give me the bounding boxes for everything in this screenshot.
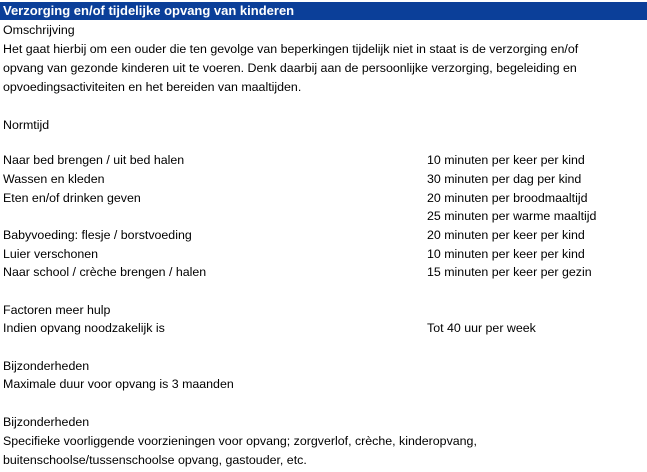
normtijd-time: 15 minuten per keer per gezin	[427, 265, 592, 279]
factoren-heading: Factoren meer hulp	[3, 303, 111, 317]
normtijd-time: 30 minuten per dag per kind	[427, 172, 582, 186]
bijzonderheden-heading: Bijzonderheden	[3, 359, 90, 373]
factoren-value: Tot 40 uur per week	[427, 321, 536, 335]
description-line: Het gaat hierbij om een ouder die ten gevolge van beperkingen tijdelijk niet in staat is de verzorging en/of	[3, 42, 579, 56]
normtijd-activity: Naar bed brengen / uit bed halen	[3, 153, 185, 167]
normtijd-time: 10 minuten per keer per kind	[427, 247, 585, 261]
factoren-condition: Indien opvang noodzakelijk is	[3, 321, 165, 335]
section-header: Verzorging en/of tijdelijke opvang van kinderen	[0, 2, 647, 20]
normtijd-activity: Luier verschonen	[3, 247, 99, 261]
bijzonderheden-text: Maximale duur voor opvang is 3 maanden	[3, 377, 234, 391]
normtijd-time: 10 minuten per keer per kind	[427, 153, 585, 167]
normtijd-activity: Babyvoeding: flesje / borstvoeding	[3, 228, 192, 242]
description-line: opvoedingsactiviteiten en het bereiden van maaltijden.	[3, 80, 302, 94]
normtijd-time: 20 minuten per keer per kind	[427, 228, 585, 242]
normtijd-time: 20 minuten per broodmaaltijd	[427, 191, 588, 205]
normtijd-activity: Naar school / crèche brengen / halen	[3, 265, 207, 279]
normtijd-time: 25 minuten per warme maaltijd	[427, 209, 597, 223]
normtijd-heading: Normtijd	[3, 118, 50, 132]
description-line: opvang van gezonde kinderen uit te voeren. Denk daarbij aan de persoonlijke verzorging, begeleiding en	[3, 61, 577, 75]
description-heading: Omschrijving	[3, 23, 75, 37]
bijzonderheden-heading: Bijzonderheden	[3, 415, 90, 429]
bijzonderheden-text: Specifieke voorliggende voorzieningen voor opvang; zorgverlof, crèche, kinderopvang,	[3, 434, 477, 448]
bijzonderheden-text: buitenschoolse/tussenschoolse opvang, gastouder, etc.	[3, 453, 307, 467]
normtijd-activity: Eten en/of drinken geven	[3, 191, 141, 205]
normtijd-activity: Wassen en kleden	[3, 172, 105, 186]
